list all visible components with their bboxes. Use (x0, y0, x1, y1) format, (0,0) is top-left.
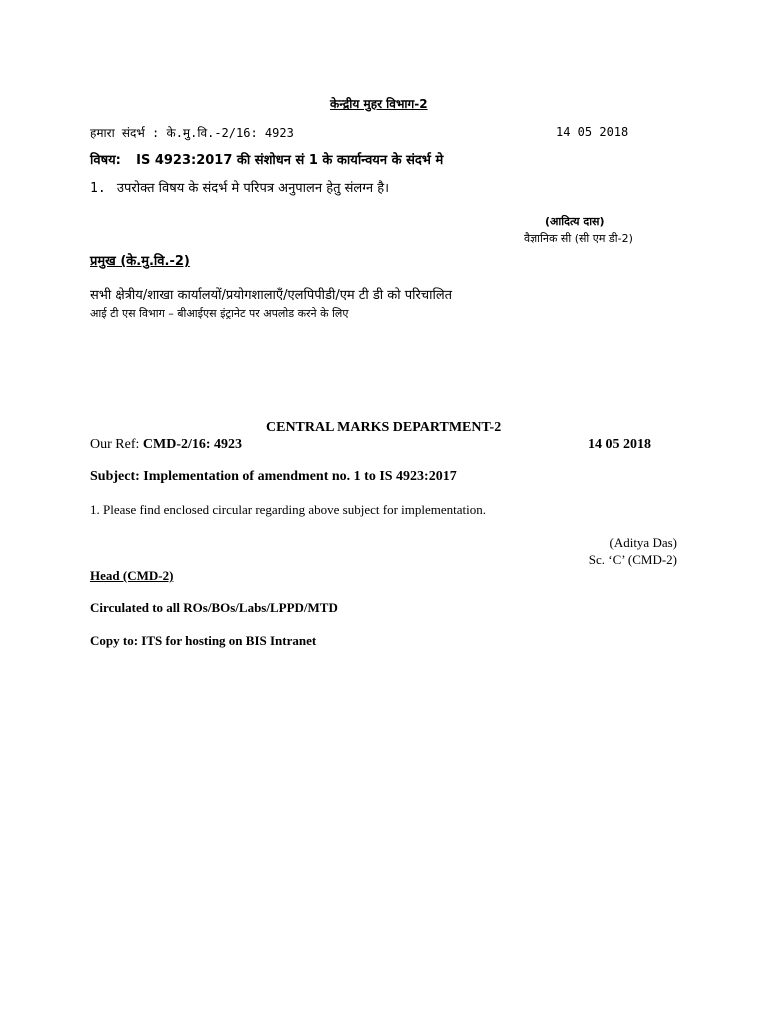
hindi-point-1 (90, 178, 389, 196)
hindi-subject-label: विषय: (90, 153, 121, 168)
english-title: CENTRAL MARKS DEPARTMENT-2 (266, 420, 502, 435)
english-copy-to: Copy to: ITS for hosting on BIS Intranet (90, 633, 317, 648)
hindi-copy-to: आई टी एस विभाग – बीआईएस इंट्रानेट पर अपलोड करने के लिए (90, 307, 349, 320)
hindi-subject (90, 150, 443, 168)
english-head: Head (CMD-2) (90, 568, 174, 583)
hindi-signatory-name: (आदित्य दास) (545, 215, 605, 228)
english-reference (90, 437, 242, 453)
english-reference-value: CMD-2/16: 4923 (142, 437, 243, 452)
hindi-point-1-text: उपरोक्त विषय के संदर्भ मे परिपत्र अनुपालन हेतु संलग्न है। (116, 181, 390, 196)
english-point-1: 1. Please find enclosed circular regarding above subject for implementation. (90, 502, 486, 517)
english-subject: Subject: Implementation of amendment no. 1 to IS 4923:2017 (90, 469, 457, 484)
hindi-title: केन्द्रीय मुहर विभाग-2 (330, 97, 428, 111)
english-circulated: Circulated to all ROs/BOs/Labs/LPPD/MTD (90, 600, 338, 615)
hindi-circulated: सभी क्षेत्रीय/शाखा कार्यालयों/प्रयोगशालाएँ/एलपिपीडी/एम टी डी को परिचालित (90, 288, 453, 303)
hindi-subject-text: IS 4923:2017 की संशोधन सं 1 के कार्यान्वयन के संदर्भ मे (136, 153, 444, 168)
hindi-reference: हमारा संदर्भ : के.मु.वि.-2/16: 4923 (90, 126, 294, 140)
hindi-head: प्रमुख (के.मु.वि.-2) (90, 254, 190, 269)
english-signatory-designation: Sc. ‘C’ (CMD-2) (588, 552, 677, 567)
hindi-point-1-number: 1. (90, 181, 106, 196)
hindi-date: 14 05 2018 (556, 125, 629, 139)
english-date: 14 05 2018 (588, 437, 651, 452)
hindi-signatory-designation: वैज्ञानिक सी (सी एम डी-2) (524, 232, 633, 245)
english-signatory-name: (Aditya Das) (609, 535, 677, 550)
english-reference-label: Our Ref: (90, 437, 140, 452)
